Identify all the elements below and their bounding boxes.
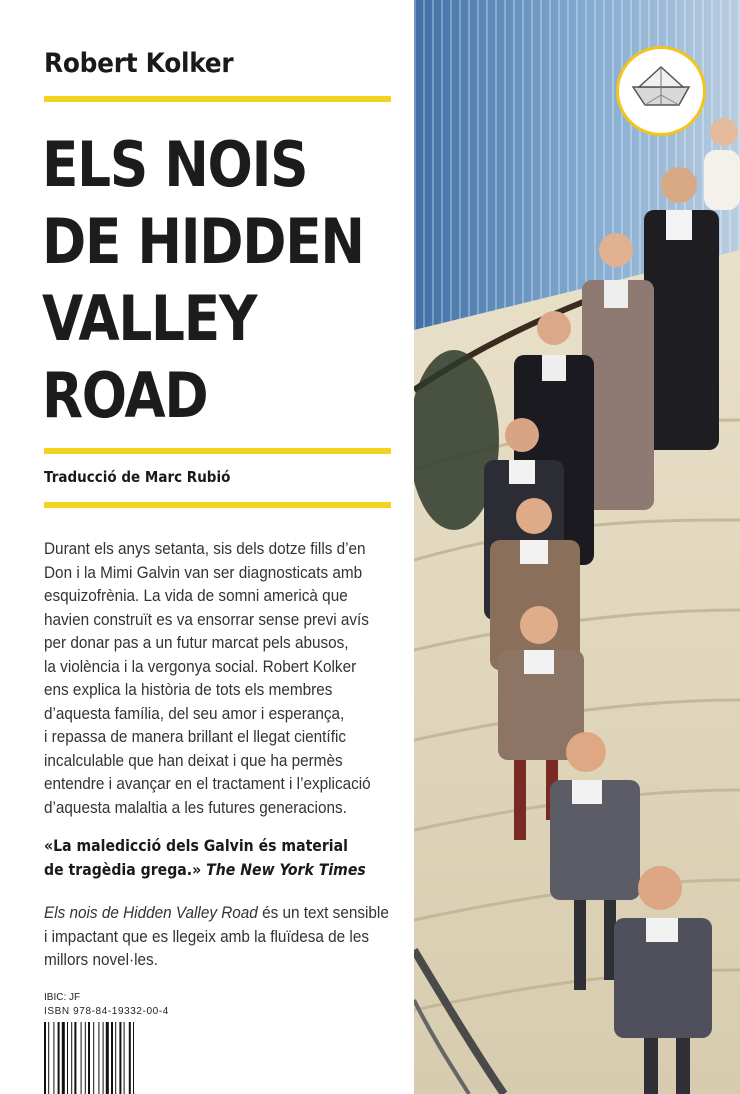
- quote-source: The New York Times: [206, 860, 366, 879]
- paper-boat-logo-icon: [616, 46, 706, 136]
- isbn-number: ISBN 978-84-19332-00-4: [44, 1006, 169, 1017]
- quote-line-2: [44, 858, 366, 882]
- synopsis: [44, 538, 404, 820]
- yellow-rule-top: [44, 96, 391, 102]
- press-quote: [44, 834, 404, 882]
- closing-paragraph: [44, 902, 404, 973]
- title-line: ROAD: [42, 359, 208, 432]
- author-name: Robert Kolker: [44, 48, 234, 79]
- translator-credit: Traducció de Marc Rubió: [44, 468, 231, 486]
- closing-book-title: Els nois de Hidden Valley Road: [44, 904, 258, 922]
- synopsis-line: Don i la Mimi Galvin van ser diagnosticats amb: [44, 563, 363, 582]
- title-line: VALLEY: [42, 282, 257, 355]
- synopsis-line: ens explica la història de tots els membres: [44, 681, 333, 699]
- title-line: DE HIDDEN: [42, 205, 364, 278]
- closing-line: millors novel·les.: [44, 951, 158, 969]
- synopsis-line: d’aquesta família, del seu amor i esperança,: [44, 704, 345, 723]
- synopsis-line: havien construït es va ensorrar sense previ avís: [44, 610, 369, 629]
- quote-line: «La maledicció dels Galvin és material: [44, 836, 348, 855]
- ibic-code: IBIC: JF: [44, 992, 81, 1003]
- synopsis-line: per donar pas a un futur marcat pels abusos,: [44, 634, 349, 652]
- yellow-rule-bottom: [44, 502, 391, 508]
- barcode-icon: [44, 1022, 174, 1094]
- family-staircase-photo: [414, 0, 740, 1094]
- synopsis-line: incalculable que han deixat i que ha permès: [44, 751, 343, 770]
- synopsis-line: entendre i avançar en el tractament i l’explicació: [44, 775, 371, 793]
- synopsis-line: Durant els anys setanta, sis dels dotze fills d’en: [44, 540, 366, 558]
- title-line: ELS NOIS: [42, 128, 308, 201]
- book-title: [42, 126, 414, 434]
- photo-illustration: [414, 0, 740, 1094]
- closing-line: i impactant que es llegeix amb la fluïdesa de les: [44, 927, 369, 946]
- closing-text: és un text sensible: [257, 904, 389, 922]
- quote-text: de tragèdia grega.»: [44, 860, 202, 879]
- synopsis-line: i repassa de manera brillant el llegat científic: [44, 728, 347, 746]
- synopsis-line: la violència i la vergonya social. Robert Kolker: [44, 657, 357, 676]
- yellow-rule-middle: [44, 448, 391, 454]
- synopsis-line: esquizofrènia. La vida de somni americà que: [44, 587, 348, 605]
- synopsis-line: d’aquesta malaltia a les futures generacions.: [44, 798, 347, 817]
- closing-line-1: [44, 902, 389, 926]
